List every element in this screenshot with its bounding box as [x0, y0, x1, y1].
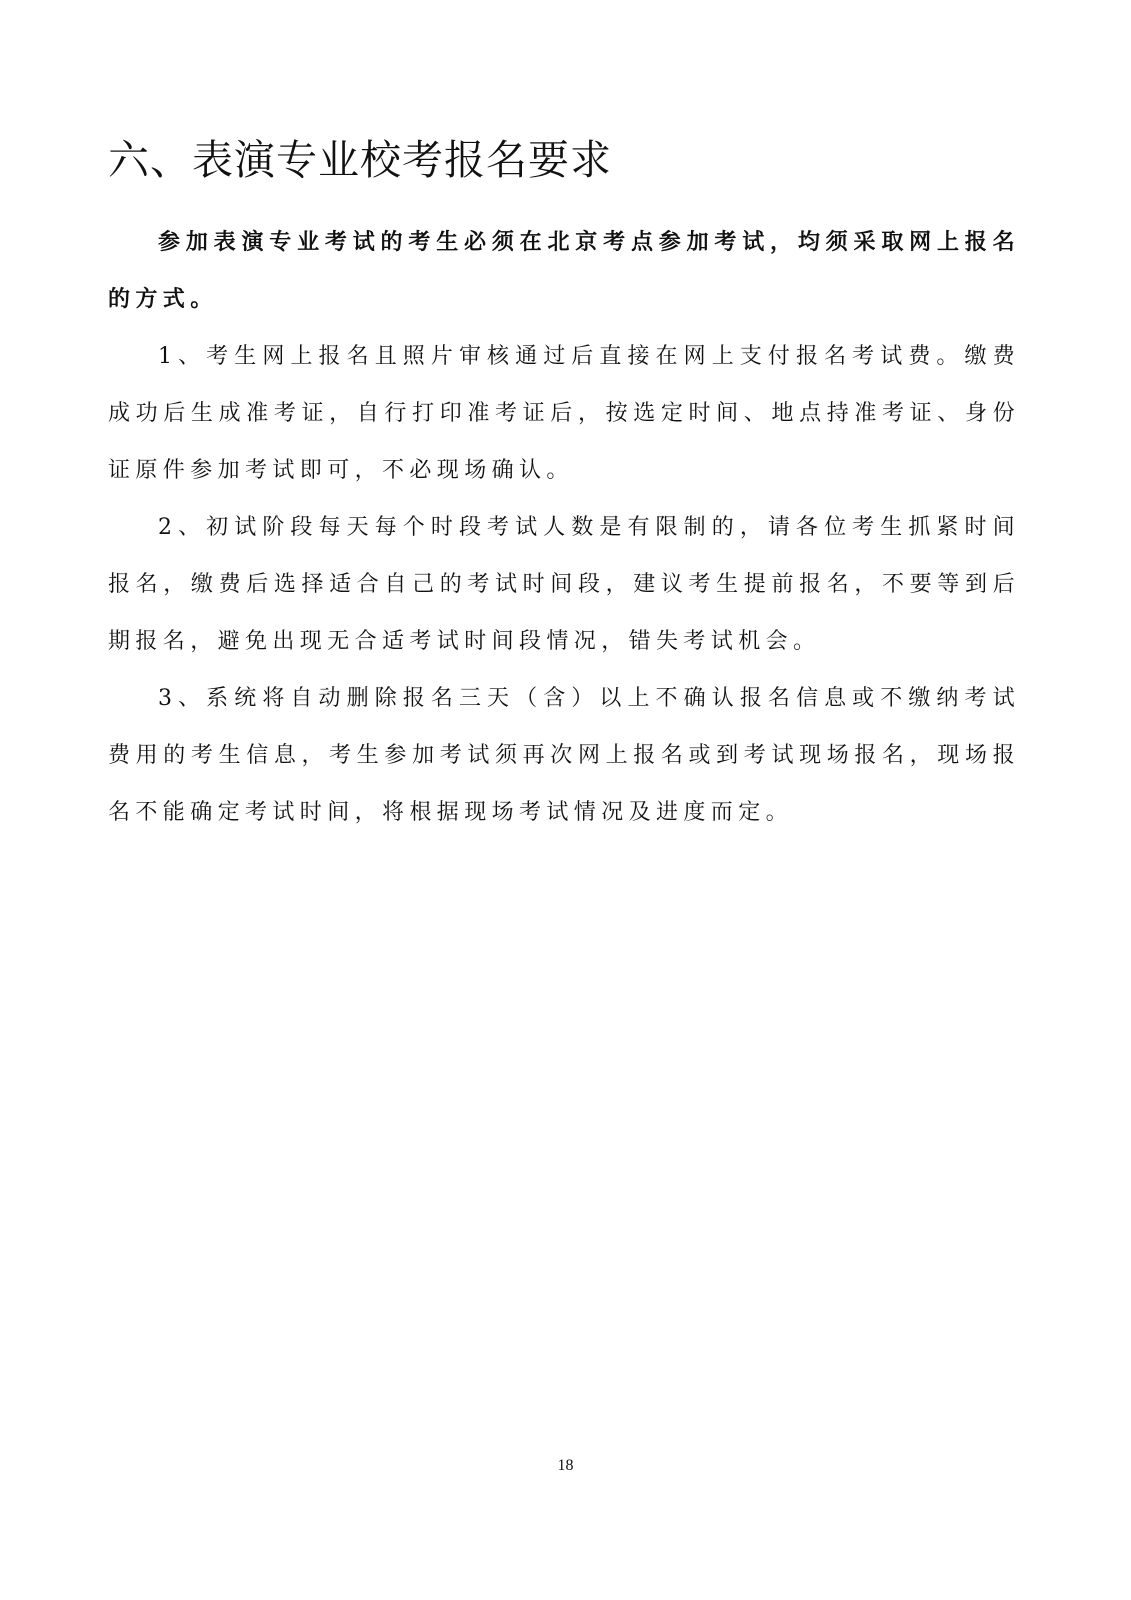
intro-paragraph: 参加表演专业考试的考生必须在北京考点参加考试，均须采取网上报名的方式。 [108, 229, 1020, 312]
requirement-paragraph-3: 3、系统将自动删除报名三天（含）以上不确认报名信息或不缴纳考试费用的考生信息，考生参加考试须再次网上报名或到考试现场报名，现场报名不能确定考试时间，将根据现场考试情况及进度而定。 [108, 686, 1020, 825]
requirement-paragraph-2: 2、初试阶段每天每个时段考试人数是有限制的，请各位考生抓紧时间报名，缴费后选择适合自己的考试时间段，建议考生提前报名，不要等到后期报名，避免出现无合适考试时间段情况，错失考试机会。 [108, 515, 1020, 654]
requirement-paragraph-1: 1、考生网上报名且照片审核通过后直接在网上支付报名考试费。缴费成功后生成准考证，自行打印准考证后，按选定时间、地点持准考证、身份证原件参加考试即可，不必现场确认。 [108, 344, 1020, 483]
section-heading: 六、表演专业校考报名要求 [108, 136, 612, 184]
page-number: 18 [557, 1457, 574, 1474]
body-text [108, 214, 1020, 841]
